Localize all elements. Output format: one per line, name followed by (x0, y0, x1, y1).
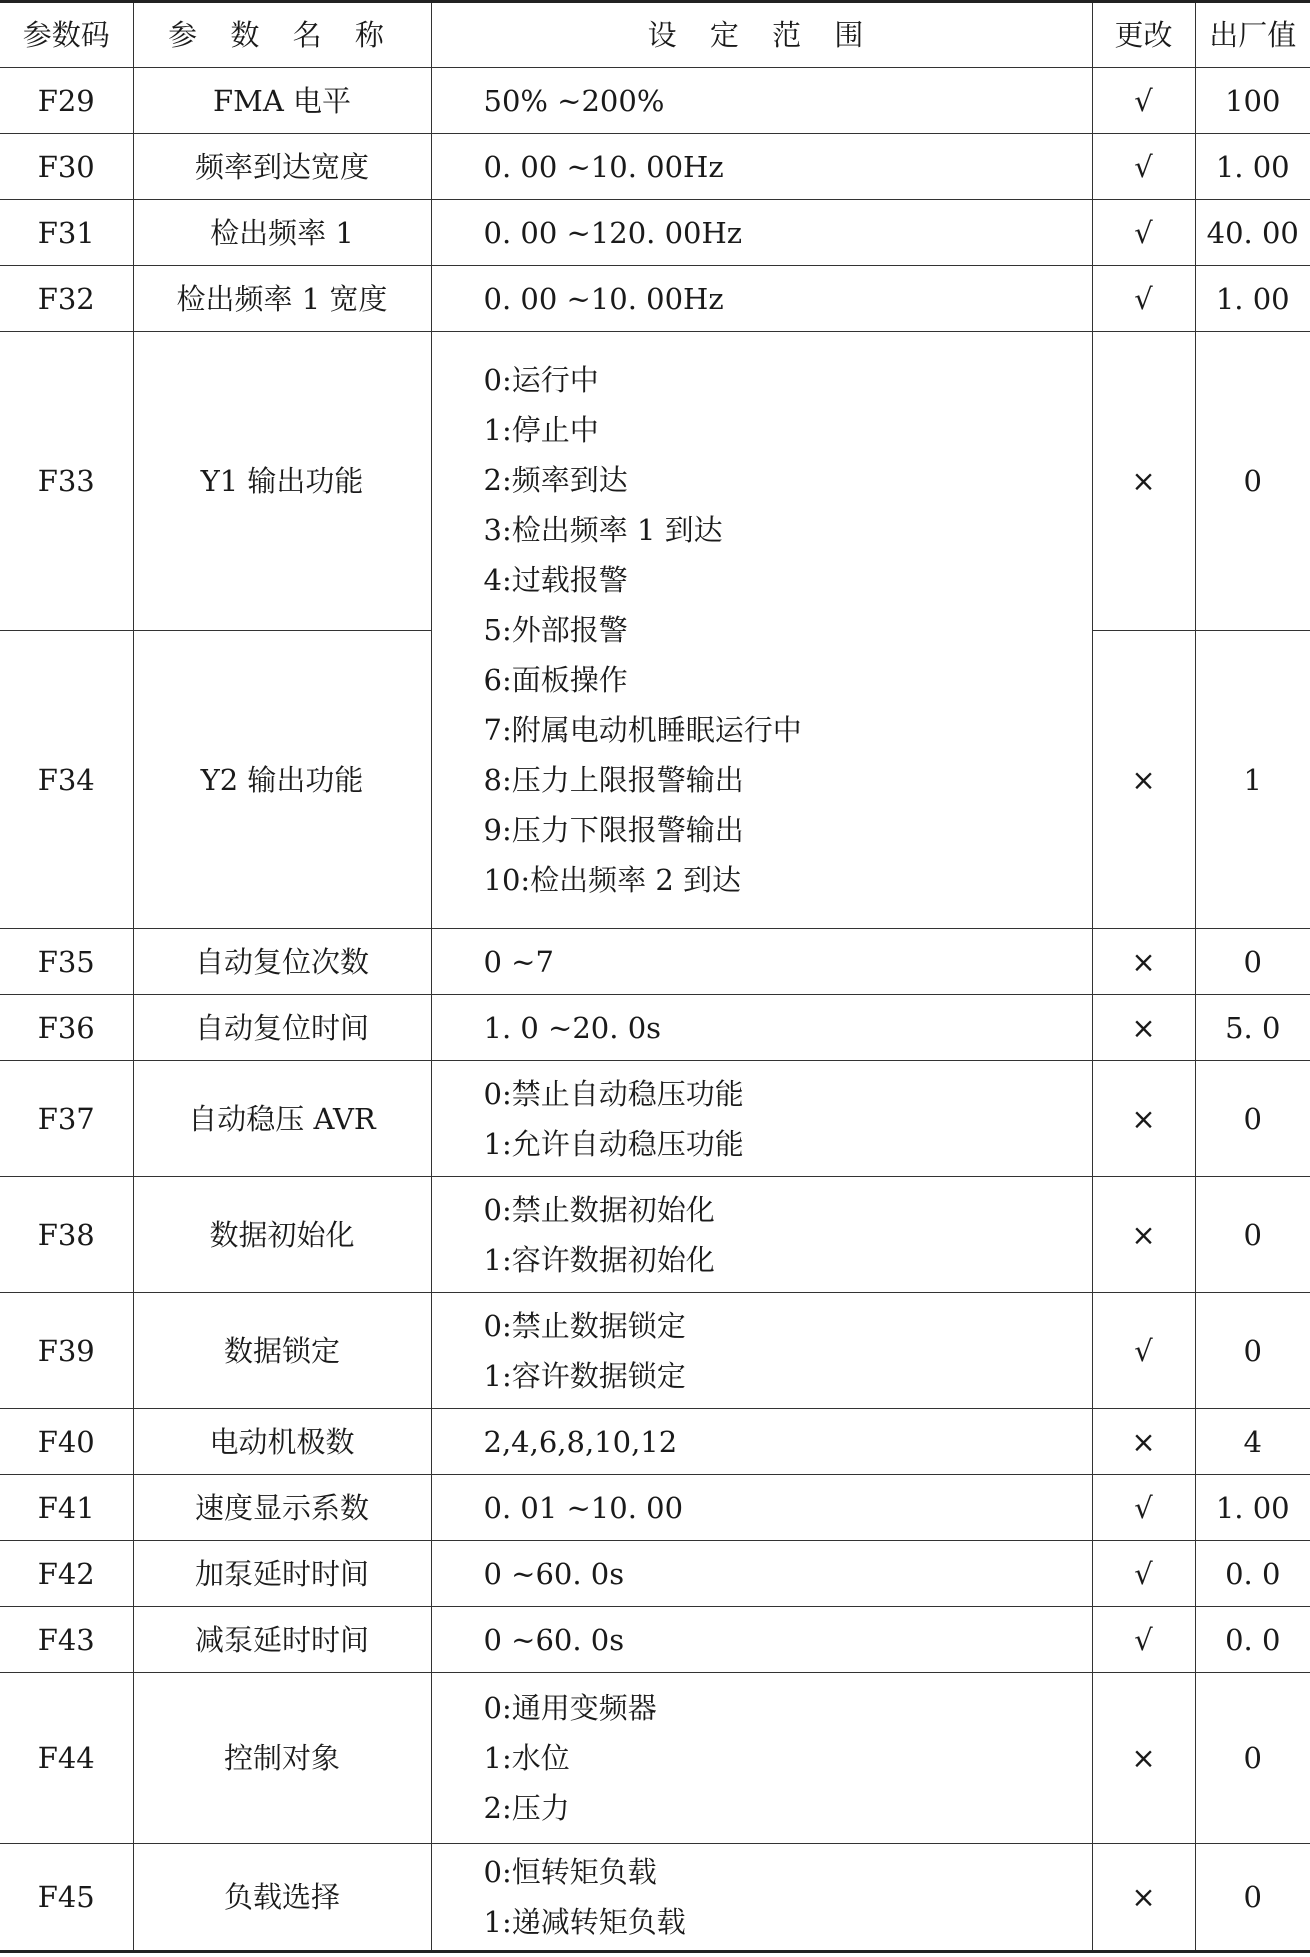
param-code: F40 (0, 1409, 133, 1475)
param-code: F36 (0, 995, 133, 1061)
cross-mark: × (1131, 1010, 1156, 1045)
header-range: 设 定 范 围 (431, 2, 1092, 68)
param-default: 5. 0 (1195, 995, 1310, 1061)
table-row (0, 266, 1310, 332)
table-row (0, 1673, 1310, 1844)
param-default: 0 (1195, 1844, 1310, 1952)
param-name: 自动复位次数 (133, 929, 431, 995)
header-row (0, 2, 1310, 68)
check-mark: √ (1134, 281, 1153, 316)
param-change (1092, 266, 1195, 332)
table-row (0, 200, 1310, 266)
cross-mark: × (1131, 1217, 1156, 1252)
param-default: 0 (1195, 1293, 1310, 1409)
range-line: 0:运行中 (483, 363, 599, 397)
param-range (431, 929, 1092, 995)
param-range (431, 1673, 1092, 1844)
header-default: 出厂值 (1195, 2, 1310, 68)
param-code: F32 (0, 266, 133, 332)
param-default: 0 (1195, 929, 1310, 995)
range-line: 0. 00 ~120. 00Hz (483, 215, 743, 250)
range-line: 0:禁止自动稳压功能 (483, 1076, 744, 1111)
param-code: F37 (0, 1061, 133, 1177)
param-default: 1. 00 (1195, 1475, 1310, 1541)
param-code: F42 (0, 1541, 133, 1607)
table-row (0, 1475, 1310, 1541)
param-change (1092, 1607, 1195, 1673)
cross-mark: × (1131, 1101, 1156, 1136)
range-line: 4:过载报警 (483, 563, 628, 597)
param-change (1092, 1844, 1195, 1952)
param-name: FMA 电平 (133, 68, 431, 134)
param-range (431, 200, 1092, 266)
range-line: 0 ~60. 0s (483, 1622, 625, 1657)
range-line: 0. 01 ~10. 00 (483, 1490, 684, 1525)
table-row (0, 1293, 1310, 1409)
param-name: 负载选择 (133, 1844, 431, 1952)
param-default: 0. 0 (1195, 1607, 1310, 1673)
param-change (1092, 1673, 1195, 1844)
cross-mark: × (1131, 762, 1156, 797)
param-change (1092, 200, 1195, 266)
param-range (431, 1541, 1092, 1607)
range-line: 5:外部报警 (483, 613, 628, 647)
param-default: 4 (1195, 1409, 1310, 1475)
param-name: 自动复位时间 (133, 995, 431, 1061)
table-row (0, 68, 1310, 134)
param-range (431, 1061, 1092, 1177)
param-code: F45 (0, 1844, 133, 1952)
param-range (431, 1607, 1092, 1673)
table-row (0, 134, 1310, 200)
range-line: 7:附属电动机睡眠运行中 (483, 713, 802, 747)
param-name: 数据初始化 (133, 1177, 431, 1293)
param-change (1092, 1475, 1195, 1541)
table-row (0, 1061, 1310, 1177)
param-name: 检出频率 1 宽度 (133, 266, 431, 332)
check-mark: √ (1134, 149, 1153, 184)
cross-mark: × (1131, 1424, 1156, 1459)
range-line: 8:压力上限报警输出 (483, 763, 744, 797)
param-default: 0 (1195, 332, 1310, 631)
param-change (1092, 1293, 1195, 1409)
range-line: 1. 0 ~20. 0s (483, 1010, 662, 1045)
check-mark: √ (1134, 1333, 1153, 1368)
cross-mark: × (1131, 1741, 1156, 1775)
range-line: 1:允许自动稳压功能 (483, 1126, 744, 1161)
param-change (1092, 332, 1195, 631)
table-row (0, 929, 1310, 995)
param-range (431, 995, 1092, 1061)
range-line: 0. 00 ~10. 00Hz (483, 281, 724, 316)
header-code: 参数码 (0, 2, 133, 68)
param-change (1092, 68, 1195, 134)
range-line: 0:通用变频器 (483, 1691, 657, 1725)
param-range (431, 266, 1092, 332)
range-line: 9:压力下限报警输出 (483, 813, 744, 847)
table-row (0, 1177, 1310, 1293)
range-line: 10:检出频率 2 到达 (483, 863, 742, 897)
check-mark: √ (1134, 1622, 1153, 1657)
param-change (1092, 995, 1195, 1061)
param-name: 数据锁定 (133, 1293, 431, 1409)
param-code: F39 (0, 1293, 133, 1409)
param-range (431, 1844, 1092, 1952)
cross-mark: × (1131, 464, 1156, 498)
table-row (0, 1607, 1310, 1673)
param-default: 0 (1195, 1673, 1310, 1844)
cross-mark: × (1131, 1880, 1156, 1914)
param-default: 0 (1195, 1061, 1310, 1177)
param-default: 0 (1195, 1177, 1310, 1293)
param-default: 1. 00 (1195, 266, 1310, 332)
range-line: 2:压力 (483, 1791, 570, 1825)
check-mark: √ (1134, 215, 1153, 250)
param-default: 1 (1195, 631, 1310, 929)
param-range (431, 1177, 1092, 1293)
param-name: 控制对象 (133, 1673, 431, 1844)
table-row (0, 1409, 1310, 1475)
header-change: 更改 (1092, 2, 1195, 68)
range-line: 2:频率到达 (483, 463, 628, 497)
param-range (431, 1475, 1092, 1541)
param-default: 0. 0 (1195, 1541, 1310, 1607)
range-line: 1:水位 (483, 1741, 570, 1775)
param-code: F44 (0, 1673, 133, 1844)
param-code: F38 (0, 1177, 133, 1293)
range-line: 2,4,6,8,10,12 (483, 1424, 678, 1459)
range-line: 1:递减转矩负载 (483, 1905, 686, 1939)
param-code: F43 (0, 1607, 133, 1673)
range-line: 1:容许数据锁定 (483, 1358, 686, 1393)
range-line: 0 ~7 (483, 944, 554, 979)
param-range (431, 134, 1092, 200)
param-range (431, 332, 1092, 929)
range-line: 3:检出频率 1 到达 (483, 513, 723, 547)
param-code: F29 (0, 68, 133, 134)
table-row (0, 1541, 1310, 1607)
header-name: 参 数 名 称 (133, 2, 431, 68)
param-change (1092, 1541, 1195, 1607)
param-name: Y1 输出功能 (133, 332, 431, 631)
range-line: 0:禁止数据初始化 (483, 1192, 715, 1227)
param-range (431, 68, 1092, 134)
param-name: 自动稳压 AVR (133, 1061, 431, 1177)
param-code: F33 (0, 332, 133, 631)
range-line: 0 ~60. 0s (483, 1556, 625, 1591)
range-line: 1:容许数据初始化 (483, 1242, 715, 1277)
param-name: 检出频率 1 (133, 200, 431, 266)
range-line: 1:停止中 (483, 413, 599, 447)
table-row (0, 1844, 1310, 1952)
param-change (1092, 631, 1195, 929)
range-line: 6:面板操作 (483, 663, 628, 697)
param-code: F35 (0, 929, 133, 995)
param-default: 1. 00 (1195, 134, 1310, 200)
range-line: 50% ~200% (483, 83, 665, 118)
check-mark: √ (1134, 1556, 1153, 1591)
param-range (431, 1293, 1092, 1409)
param-change (1092, 1409, 1195, 1475)
range-line: 0:恒转矩负载 (483, 1855, 657, 1889)
param-change (1092, 929, 1195, 995)
range-line: 0:禁止数据锁定 (483, 1308, 686, 1343)
table-row (0, 332, 1310, 631)
param-code: F30 (0, 134, 133, 200)
cross-mark: × (1131, 944, 1156, 979)
param-name: 加泵延时时间 (133, 1541, 431, 1607)
param-change (1092, 1061, 1195, 1177)
param-default: 40. 00 (1195, 200, 1310, 266)
check-mark: √ (1134, 1490, 1153, 1525)
param-code: F31 (0, 200, 133, 266)
param-code: F41 (0, 1475, 133, 1541)
param-name: 减泵延时时间 (133, 1607, 431, 1673)
range-line: 0. 00 ~10. 00Hz (483, 149, 724, 184)
param-change (1092, 1177, 1195, 1293)
param-name: 频率到达宽度 (133, 134, 431, 200)
param-name: Y2 输出功能 (133, 631, 431, 929)
param-change (1092, 134, 1195, 200)
param-range (431, 1409, 1092, 1475)
param-name: 速度显示系数 (133, 1475, 431, 1541)
param-name: 电动机极数 (133, 1409, 431, 1475)
param-default: 100 (1195, 68, 1310, 134)
check-mark: √ (1134, 83, 1153, 118)
param-code: F34 (0, 631, 133, 929)
table-row (0, 995, 1310, 1061)
